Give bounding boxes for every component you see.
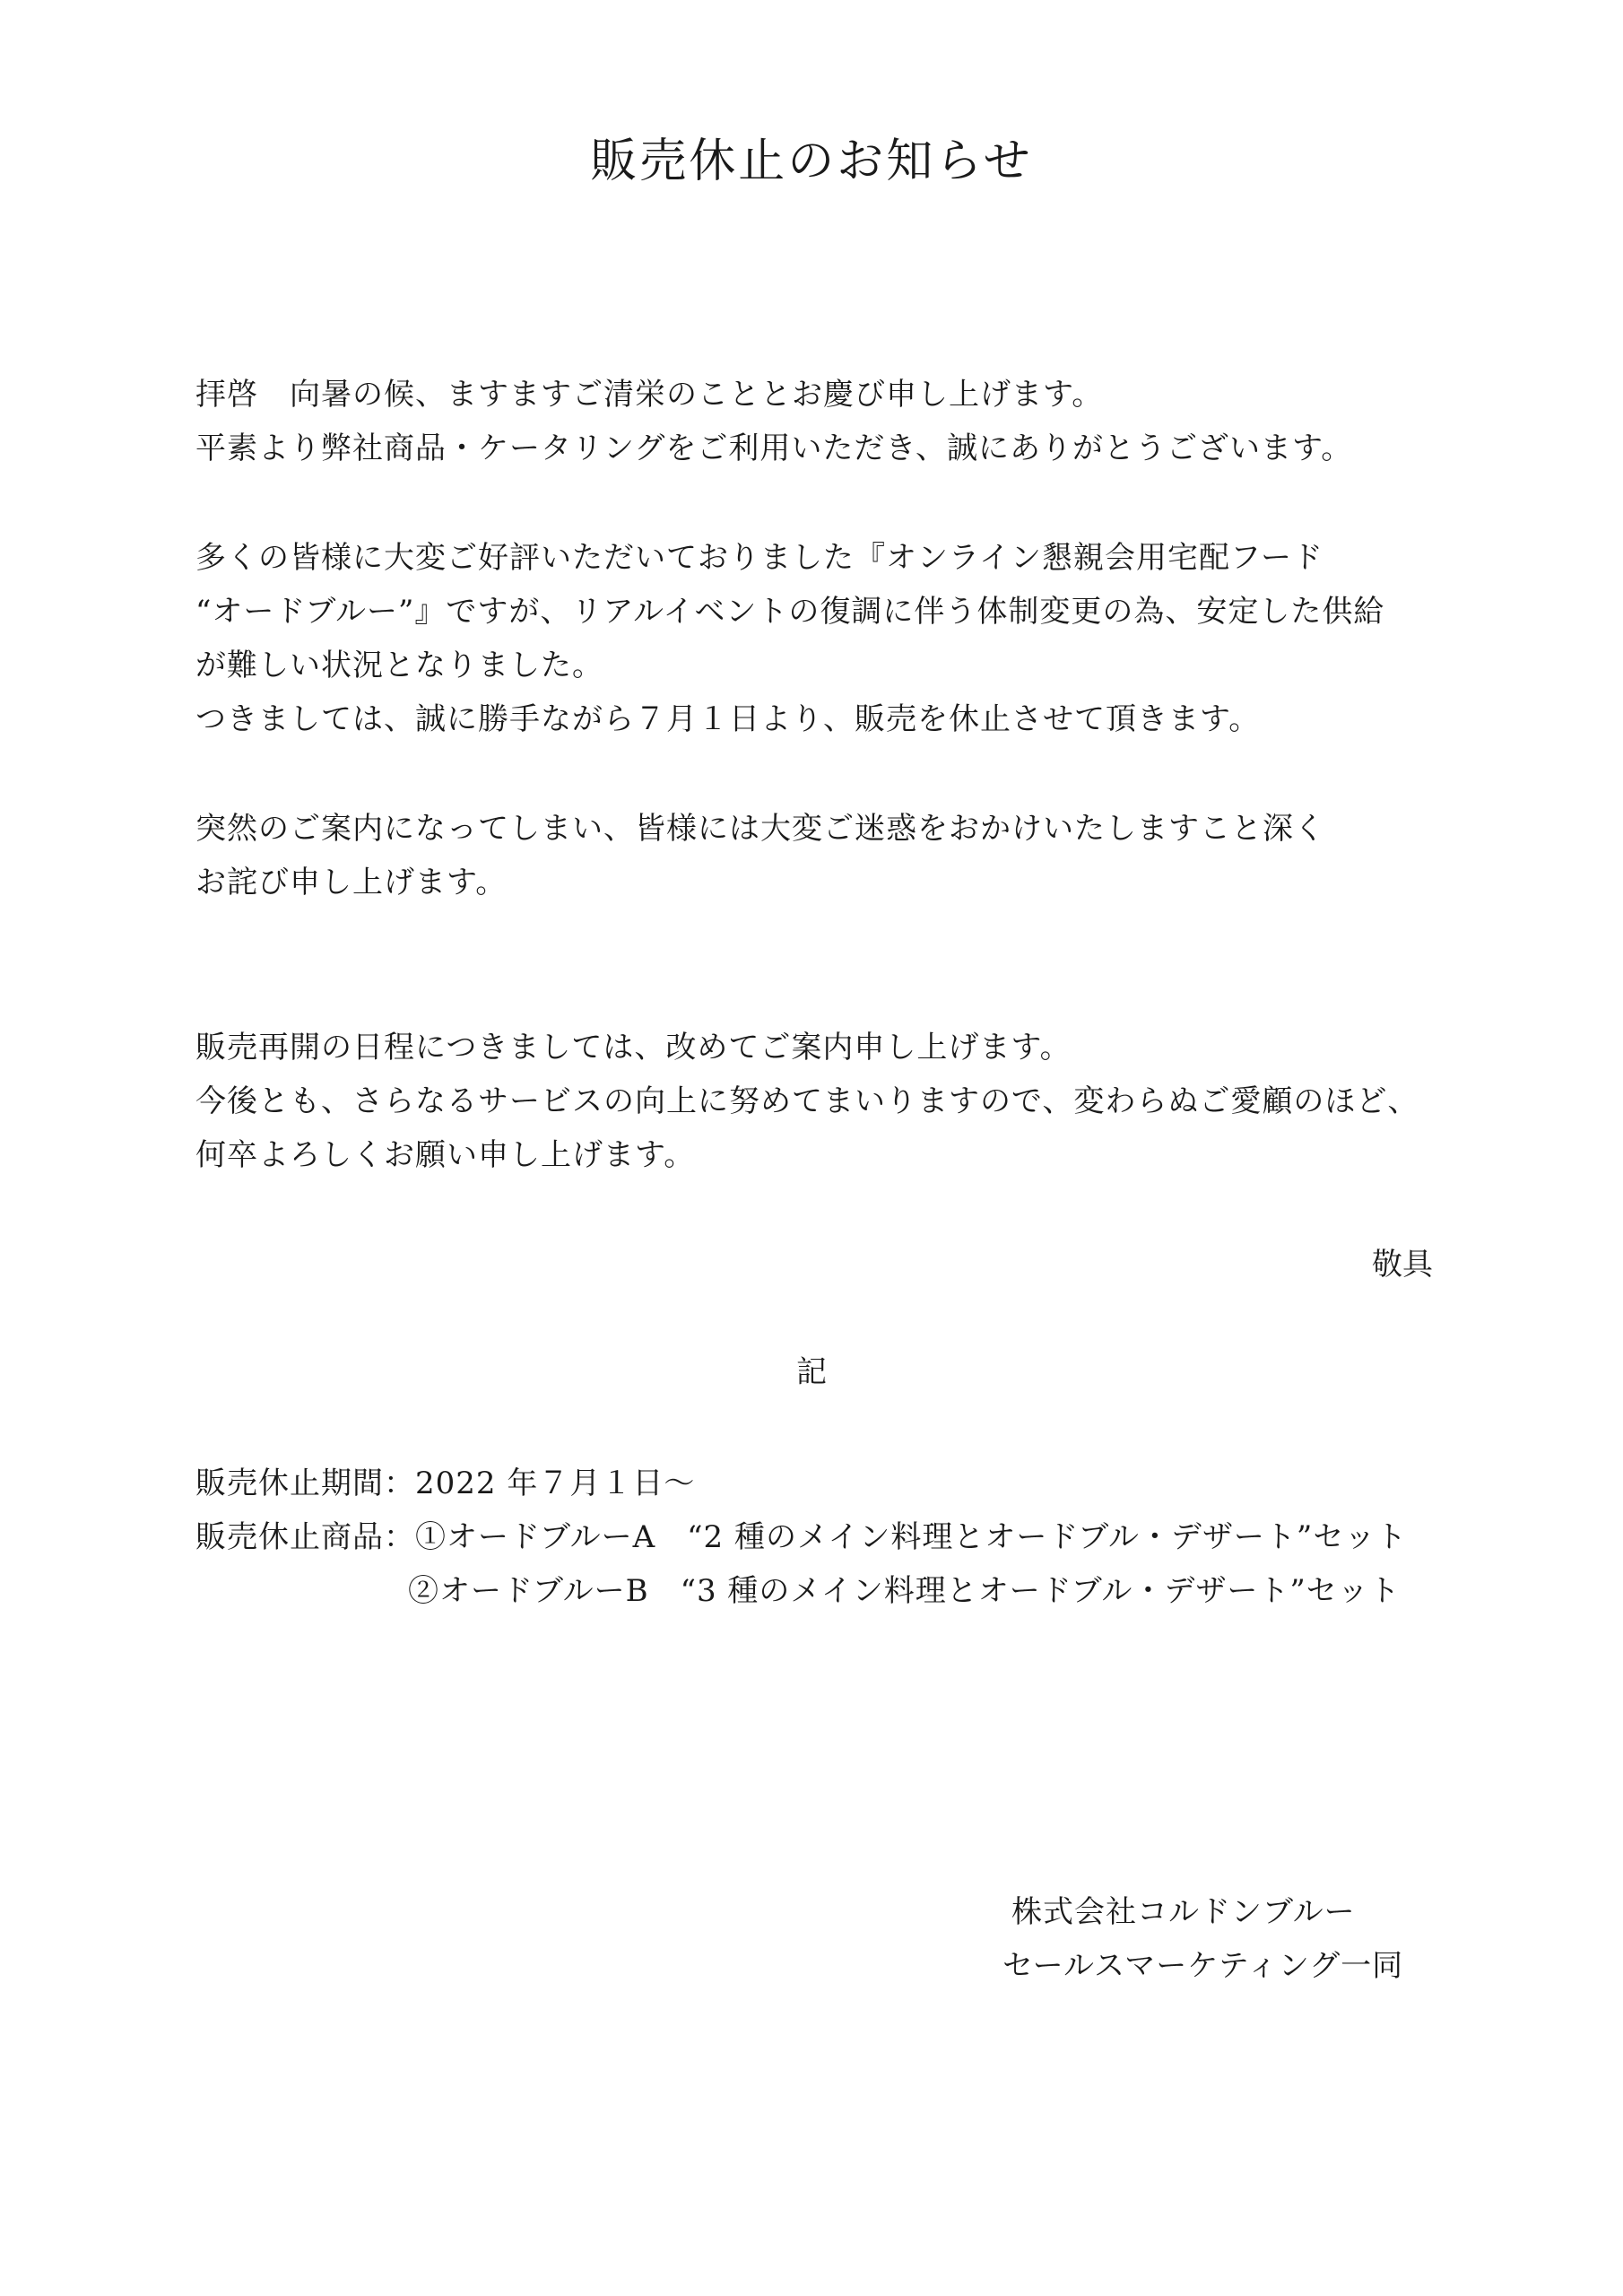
closing-word: 敬具 [1372, 1247, 1433, 1283]
page-title: 販売休止のお知らせ [590, 135, 1033, 188]
details-products [195, 1518, 1407, 1557]
greeting-line-2: 平素より弊社商品・ケータリングをご利用いただき、誠にありがとうございます。 [195, 430, 1353, 466]
announcement-line-3: が難しい状況となりました。 [195, 648, 603, 683]
announcement-line-4: つきましては、誠に勝手ながら７月１日より、販売を休止させて頂きます。 [195, 701, 1261, 737]
signature-company: 株式会社コルドンブルー [1011, 1894, 1356, 1930]
closing-paragraph-line-1: 販売再開の日程につきましては、改めてご案内申し上げます。 [195, 1030, 1072, 1065]
product-item-2: ②オードブルーB “3 種のメイン料理とオードブル・デザート”セット [408, 1573, 1401, 1609]
apology-line-1: 突然のご案内になってしまい、皆様には大変ご迷惑をおかけいたしますこと深く [195, 811, 1325, 847]
greeting-line-1: 拝啓 向暑の候、ますますご清栄のこととお慶び申し上げます。 [195, 377, 1104, 413]
details-period [195, 1464, 695, 1503]
period-value: 2022 年７月１日～ [415, 1465, 696, 1501]
closing-paragraph-line-2: 今後とも、さらなるサービスの向上に努めてまいりますので、変わらぬご愛顧のほど、 [195, 1083, 1419, 1119]
announcement-line-2: “オードブルー”』ですが、リアルイベントの復調に伴う体制変更の為、安定した供給 [195, 594, 1385, 630]
announcement-line-1: 多くの皆様に大変ご好評いただいておりました『オンライン懇親会用宅配フード [195, 540, 1324, 576]
signature-department: セールスマーケティング一同 [1002, 1948, 1404, 1984]
closing-paragraph-line-3: 何卒よろしくお願い申し上げます。 [195, 1137, 696, 1173]
products-label: 販売休止商品： [195, 1519, 415, 1555]
apology-line-2: お詫び申し上げます。 [195, 865, 508, 900]
record-heading: 記 [796, 1354, 827, 1390]
period-label: 販売休止期間： [195, 1465, 415, 1501]
product-item-1: ①オードブルーA “2 種のメイン料理とオードブル・デザート”セット [415, 1519, 1408, 1555]
